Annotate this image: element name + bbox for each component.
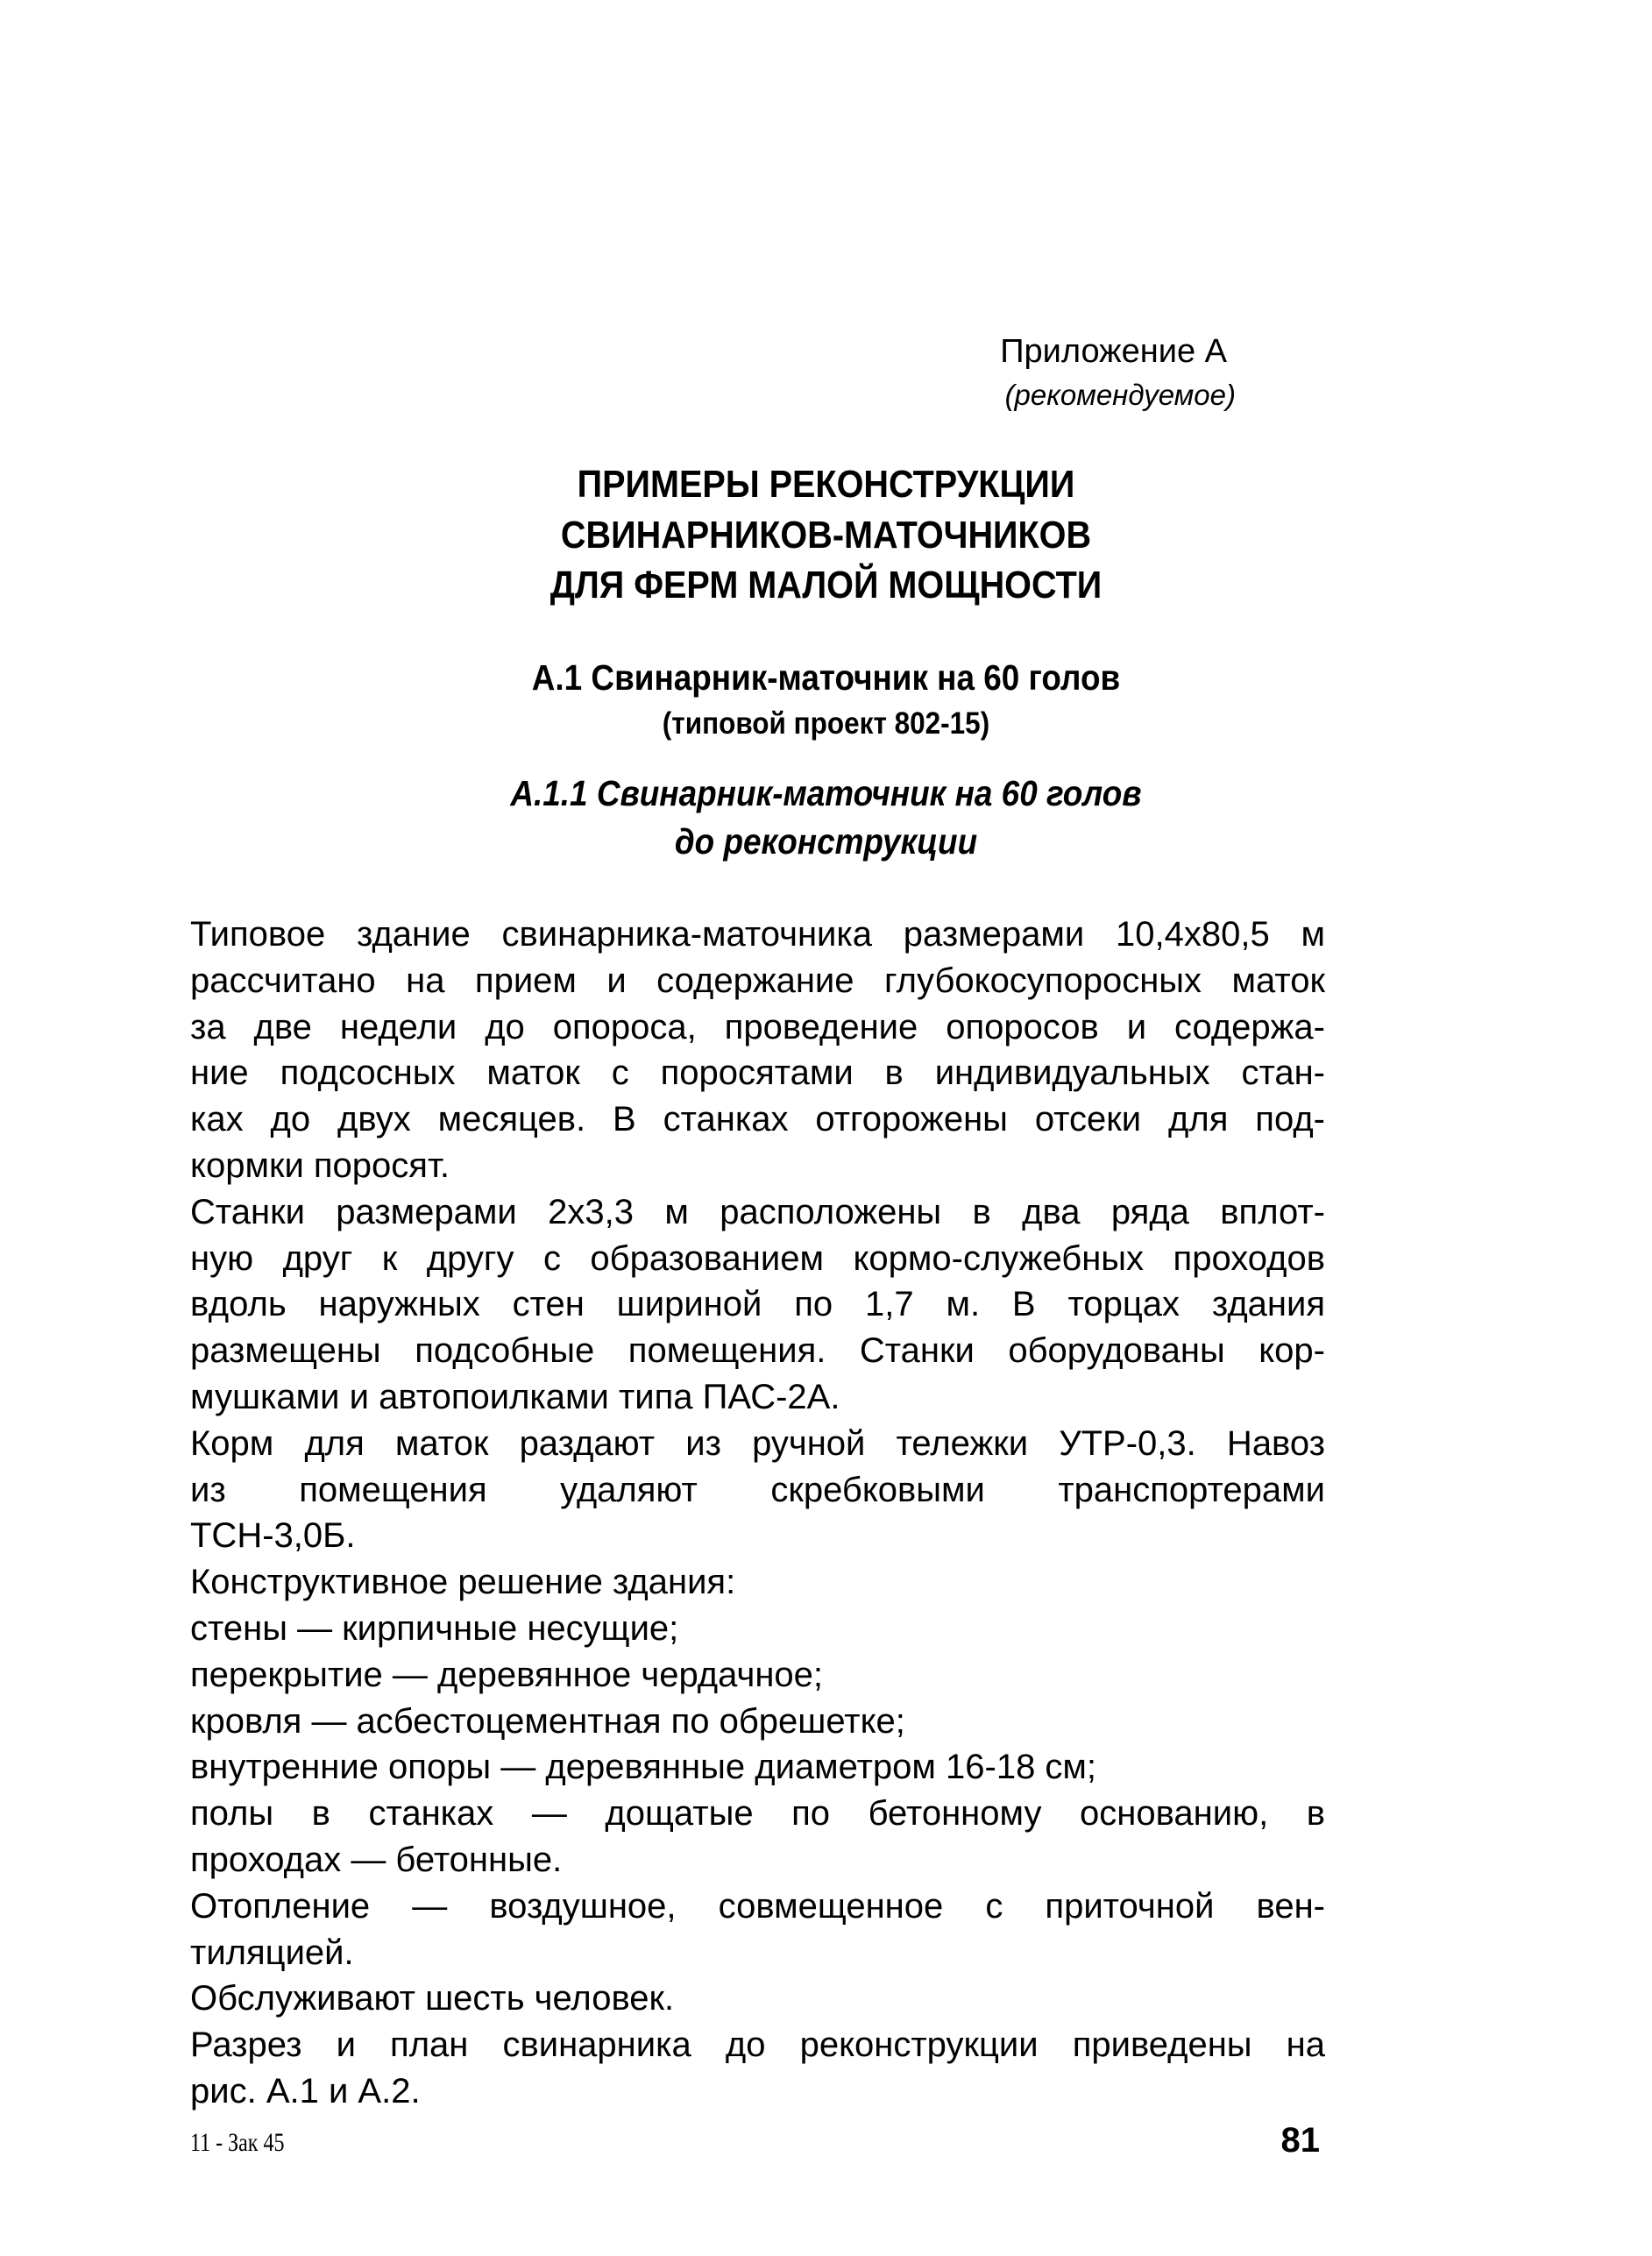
body-line: Обслуживают шесть человек. — [190, 1979, 675, 2018]
body-line: ТСН-3,0Б. — [190, 1516, 356, 1556]
body-line: Корм для маток раздают из ручной тележки УТР-0,3. Навоз — [190, 1423, 1325, 1463]
body-line: рассчитано на прием и содержание глубокосупоросных маток — [190, 961, 1325, 1000]
body-line: ние подсосных маток с поросятами в индивидуальных стан- — [190, 1054, 1325, 1093]
section-heading: А.1 Свинарник-маточник на 60 голов — [531, 657, 1121, 698]
section-subheading: (типовой проект 802-15) — [662, 706, 990, 741]
body-line: из помещения удаляют скребковыми транспортерами — [190, 1470, 1325, 1509]
body-line: перекрытие — деревянное чердачное; — [190, 1655, 824, 1694]
body-line: кормки поросят. — [190, 1146, 450, 1185]
page-title-line-2: СВИНАРНИКОВ-МАТОЧНИКОВ — [560, 514, 1092, 557]
appendix-note: (рекомендуемое) — [1004, 379, 1236, 411]
subsection-heading-line-1: А.1.1 Свинарник-маточник на 60 голов — [510, 773, 1142, 813]
body-line: Отопление — воздушное, совмещенное с приточной вен- — [190, 1886, 1325, 1926]
page-number: 81 — [1280, 2121, 1320, 2160]
body-line: Конструктивное решение здания: — [190, 1563, 736, 1602]
page-title-line-3: ДЛЯ ФЕРМ МАЛОЙ МОЩНОСТИ — [549, 564, 1103, 607]
body-line: стены — кирпичные несущие; — [190, 1608, 679, 1648]
body-line: проходах — бетонные. — [190, 1840, 563, 1879]
print-signature: 11 - Зак 45 — [190, 2128, 285, 2157]
body-line: внутренние опоры — деревянные диаметром 16-18 см; — [190, 1748, 1097, 1787]
body-line: за две недели до опороса, проведение опоросов и содержа- — [190, 1007, 1325, 1046]
body-line: ках до двух месяцев. В станках отгорожены отсеки для под- — [190, 1100, 1325, 1139]
body-line: Типовое здание свинарника-маточника размерами 10,4х80,5 м — [190, 915, 1325, 954]
body-line: вдоль наружных стен шириной по 1,7 м. В торцах здания — [190, 1285, 1325, 1324]
body-text — [190, 912, 1325, 2115]
body-line: Разрез и план свинарника до реконструкции приведены на — [190, 2025, 1325, 2065]
subsection-heading-line-2: до реконструкции — [674, 821, 978, 862]
body-line: кровля — асбестоцементная по обрешетке; — [190, 1701, 905, 1741]
body-line: Станки размерами 2х3,3 м расположены в два ряда вплот- — [190, 1192, 1325, 1231]
body-line: размещены подсобные помещения. Станки оборудованы кор- — [190, 1331, 1325, 1371]
body-line: ную друг к другу с образованием кормо-служебных проходов — [190, 1238, 1325, 1278]
body-line: мушками и автопоилками типа ПАС-2А. — [190, 1377, 840, 1416]
body-line: тиляцией. — [190, 1933, 354, 1972]
page-title-line-1: ПРИМЕРЫ РЕКОНСТРУКЦИИ — [577, 463, 1075, 506]
appendix-label: Приложение А — [1000, 333, 1227, 370]
body-line: полы в станках — дощатые по бетонному основанию, в — [190, 1794, 1325, 1834]
body-line: рис. А.1 и А.2. — [190, 2071, 421, 2111]
